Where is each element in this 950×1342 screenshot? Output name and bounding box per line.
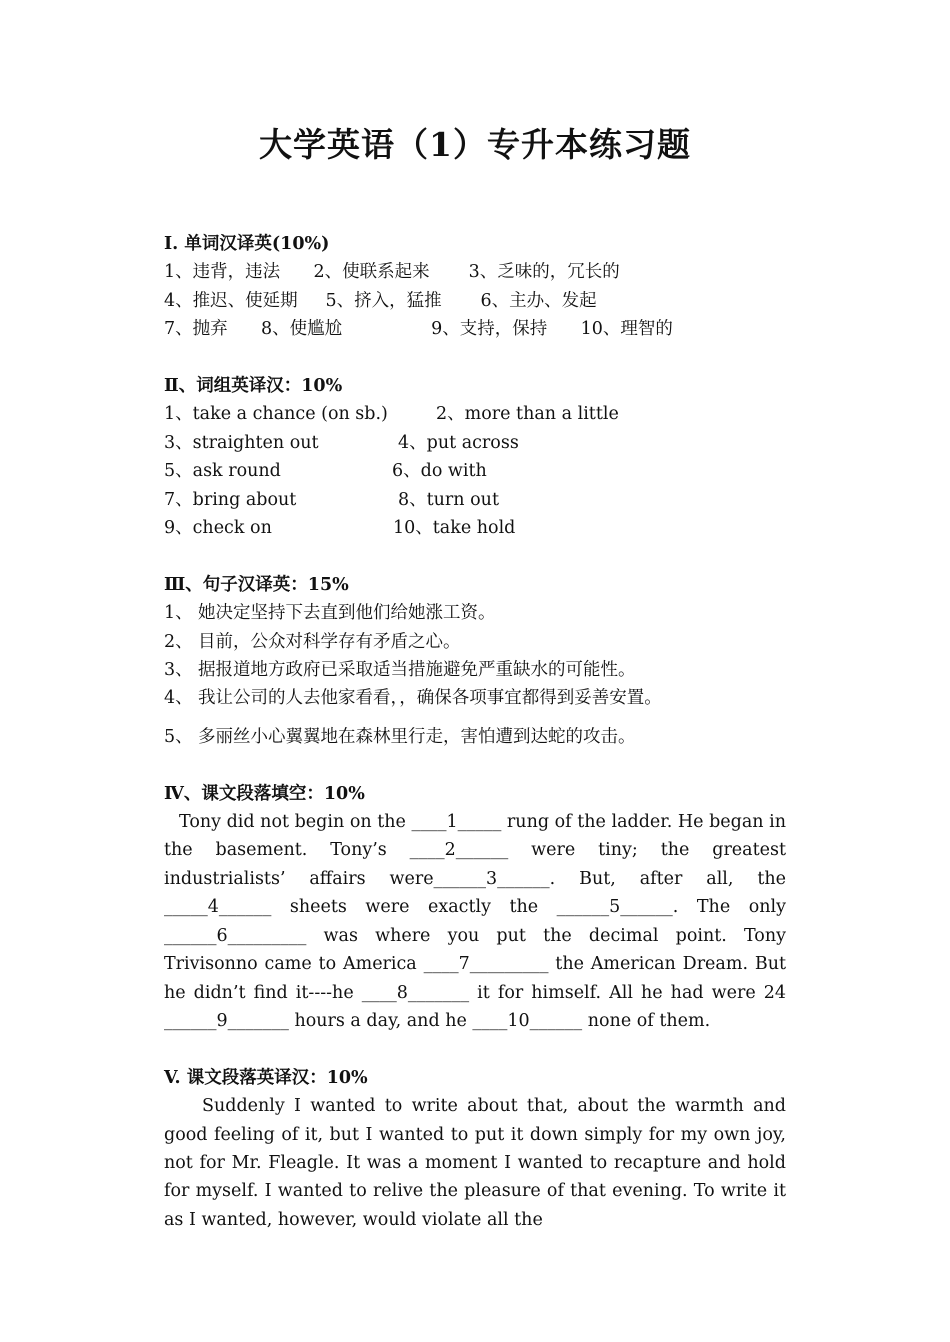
sentence-text: 她决定坚持下去直到他们给她涨工资。 xyxy=(198,603,496,624)
phrase-row xyxy=(164,429,786,457)
section1-row: 4、推迟、使延期 5、挤入，猛推 6、主办、发起 xyxy=(164,290,597,311)
sentence-item xyxy=(164,723,786,751)
section4-heading: Ⅳ、课文段落填空：10% xyxy=(164,783,365,804)
sentence-number: 1、 xyxy=(164,603,193,624)
phrase-item: 4、put across xyxy=(398,432,519,453)
sentence-text: 据报道地方政府已采取适当措施避免严重缺水的可能性。 xyxy=(198,660,636,681)
phrase-item: 6、do with xyxy=(392,461,487,482)
section1-row: 1、违背，违法 2、使联系起来 3、乏味的，冗长的 xyxy=(164,262,620,283)
phrase-item: 1、take a chance (on sb.) xyxy=(164,404,388,425)
section1-row: 7、抛弃 8、使尴尬 9、支持，保持 10、理智的 xyxy=(164,319,673,340)
spacer xyxy=(164,344,786,372)
sentence-item xyxy=(164,628,786,656)
sentence-text: 多丽丝小心翼翼地在森林里行走，害怕遭到达蛇的攻击。 xyxy=(198,726,636,747)
sentence-text: 目前，公众对科学存有矛盾之心。 xyxy=(198,631,461,652)
sentence-item xyxy=(164,684,786,712)
phrase-item: 3、straighten out xyxy=(164,432,319,453)
phrase-row xyxy=(164,457,786,485)
sentence-number: 4、 xyxy=(164,688,193,709)
sentence-number: 5、 xyxy=(164,726,193,747)
phrase-item: 9、check on xyxy=(164,518,272,539)
phrase-row xyxy=(164,486,786,514)
sentence-item xyxy=(164,599,786,627)
sentence-number: 2、 xyxy=(164,631,193,652)
spacer xyxy=(164,751,786,779)
page-title: 大学英语（1）专升本练习题 xyxy=(259,125,691,164)
sentence-item xyxy=(164,656,786,684)
phrase-row xyxy=(164,514,786,542)
phrase-item: 10、take hold xyxy=(393,518,516,539)
sentence-text: 我让公司的人去他家看看，，确保各项事宜都得到妥善安置。 xyxy=(198,688,662,709)
section3-heading: Ⅲ、句子汉译英：15% xyxy=(164,574,349,595)
document-body xyxy=(164,230,786,1234)
section1-heading: Ⅰ. 单词汉译英(10%) xyxy=(164,234,330,254)
translation-paragraph: Suddenly I wanted to write about that, about the warmth and good feeling of it, but I wanted to put it down simply for my own joy, not for Mr. Fleagle. It was a moment I wanted to recapture and hold for myself. I wanted to relive the pleasure of that evening. To write it as I wanted, however, would violate all the xyxy=(164,1096,786,1230)
phrase-item: 7、bring about xyxy=(164,489,297,510)
phrase-item: 2、more than a little xyxy=(436,404,619,425)
phrase-item: 8、turn out xyxy=(398,489,499,510)
phrase-item: 5、ask round xyxy=(164,461,281,482)
spacer xyxy=(164,1035,786,1063)
sentence-number: 3、 xyxy=(164,660,193,681)
cloze-paragraph: Tony did not begin on the ____1_____ rung of the ladder. He began in the basement. Tony’s ____2______ were tiny; the greatest industrialists’ affairs were______3______. But, after all, the _____4______ sheets were exactly the ______5______. The only ______6_________ was where you put the decimal point. Tony Trivisonno came to America ____7_________ the American Dream. But he didn’t find it----he ____8_______ it for himself. All he had were 24 ______9_______ hours a day, and he ____10______ none of them. xyxy=(164,812,786,1031)
phrase-row xyxy=(164,400,786,428)
section5-heading: V. 课文段落英译汉：10% xyxy=(164,1067,368,1088)
section2-heading: Ⅱ、词组英译汉：10% xyxy=(164,376,343,397)
spacer xyxy=(164,542,786,570)
